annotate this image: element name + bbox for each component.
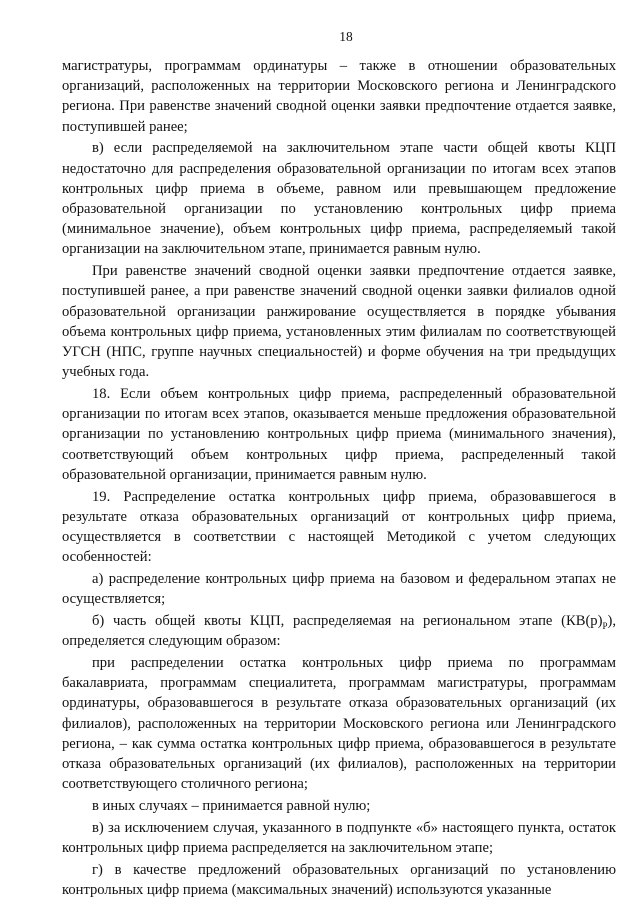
paragraph-1-continuation: магистратуры, программам ординатуры – также в отношении образовательных организаций, расположенных на территории Московского региона и Ленинградского региона. При равенстве значений сводной оценки заявки предпочтение отдается заявке, поступившей ранее;	[62, 58, 616, 135]
paragraph-remainder-distribution: при распределении остатка контрольных цифр приема по программам бакалавриата, программам специалитета, программам магистратуры, программам ординатуры, образовавшегося в результате отказа образовательных организаций (их филиалов), расположенных на территории Московского региона или Ленинградского региона, – как сумма остатка контрольных цифр приема, образовавшегося в результате отказа образовательных организаций (их филиалов), расположенных на территории соответствующего столичного региона;	[62, 655, 616, 793]
paragraph-item-b-subscript: Р	[602, 620, 608, 631]
paragraph-item-b-start: б) часть общей квоты КЦП, распределяемая на региональном этапе (КВ(р)	[92, 613, 603, 630]
paragraph-item-b-end: ), определяется следующим образом:	[62, 613, 616, 650]
paragraph-equal-scores: При равенстве значений сводной оценки заявки предпочтение отдается заявке, поступившей ранее, а при равенстве значений сводной оценки заявки филиалов одной образовательной организации ранжирование осуществляется в порядке убывания объема контрольных цифр приема, установленных этим филиалам по соответствующей УГСН (НПС, группе научных специальностей) и форме обучения на три предыдущих учебных года.	[62, 263, 616, 381]
paragraph-19: 19. Распределение остатка контрольных цифр приема, образовавшегося в результате отказа образовательных организаций от контрольных цифр приема, осуществляется в соответствии с настоящей Методикой с учетом следующих особенностей:	[62, 488, 616, 566]
paragraph-item-g: г) в качестве предложений образовательных организаций по установлению контрольных цифр приема (максимальных значений) используются указанные	[62, 861, 616, 899]
paragraph-item-v2: в) за исключением случая, указанного в подпункте «б» настоящего пункта, остаток контрольных цифр приема распределяется на заключительном этапе;	[62, 819, 616, 857]
paragraph-item-b	[62, 611, 616, 651]
page-number: 18	[339, 29, 353, 44]
paragraph-item-v: в) если распределяемой на заключительном этапе части общей квоты КЦП недостаточно для распределения образовательной организации по итогам всех этапов контрольных цифр приема в объеме, равном или превышающем предложение образовательной организации по установлению контрольных цифр приема (минимальное значение), объем контрольных цифр приема, распределяемый такой организации на заключительном этапе, принимается равным нулю.	[62, 140, 616, 258]
paragraph-item-a: а) распределение контрольных цифр приема на базовом и федеральном этапах не осуществляется;	[62, 571, 616, 608]
paragraph-18: 18. Если объем контрольных цифр приема, распределенный образовательной организации по итогам всех этапов, оказывается меньше предложения образовательной организации по установлению контрольных цифр приема (минимального значения), соответствующий объем контрольных цифр приема, распределенный такой образовательной организации, принимается равным нулю.	[62, 386, 616, 483]
paragraph-other-cases: в иных случаях – принимается равной нулю;	[92, 798, 371, 815]
